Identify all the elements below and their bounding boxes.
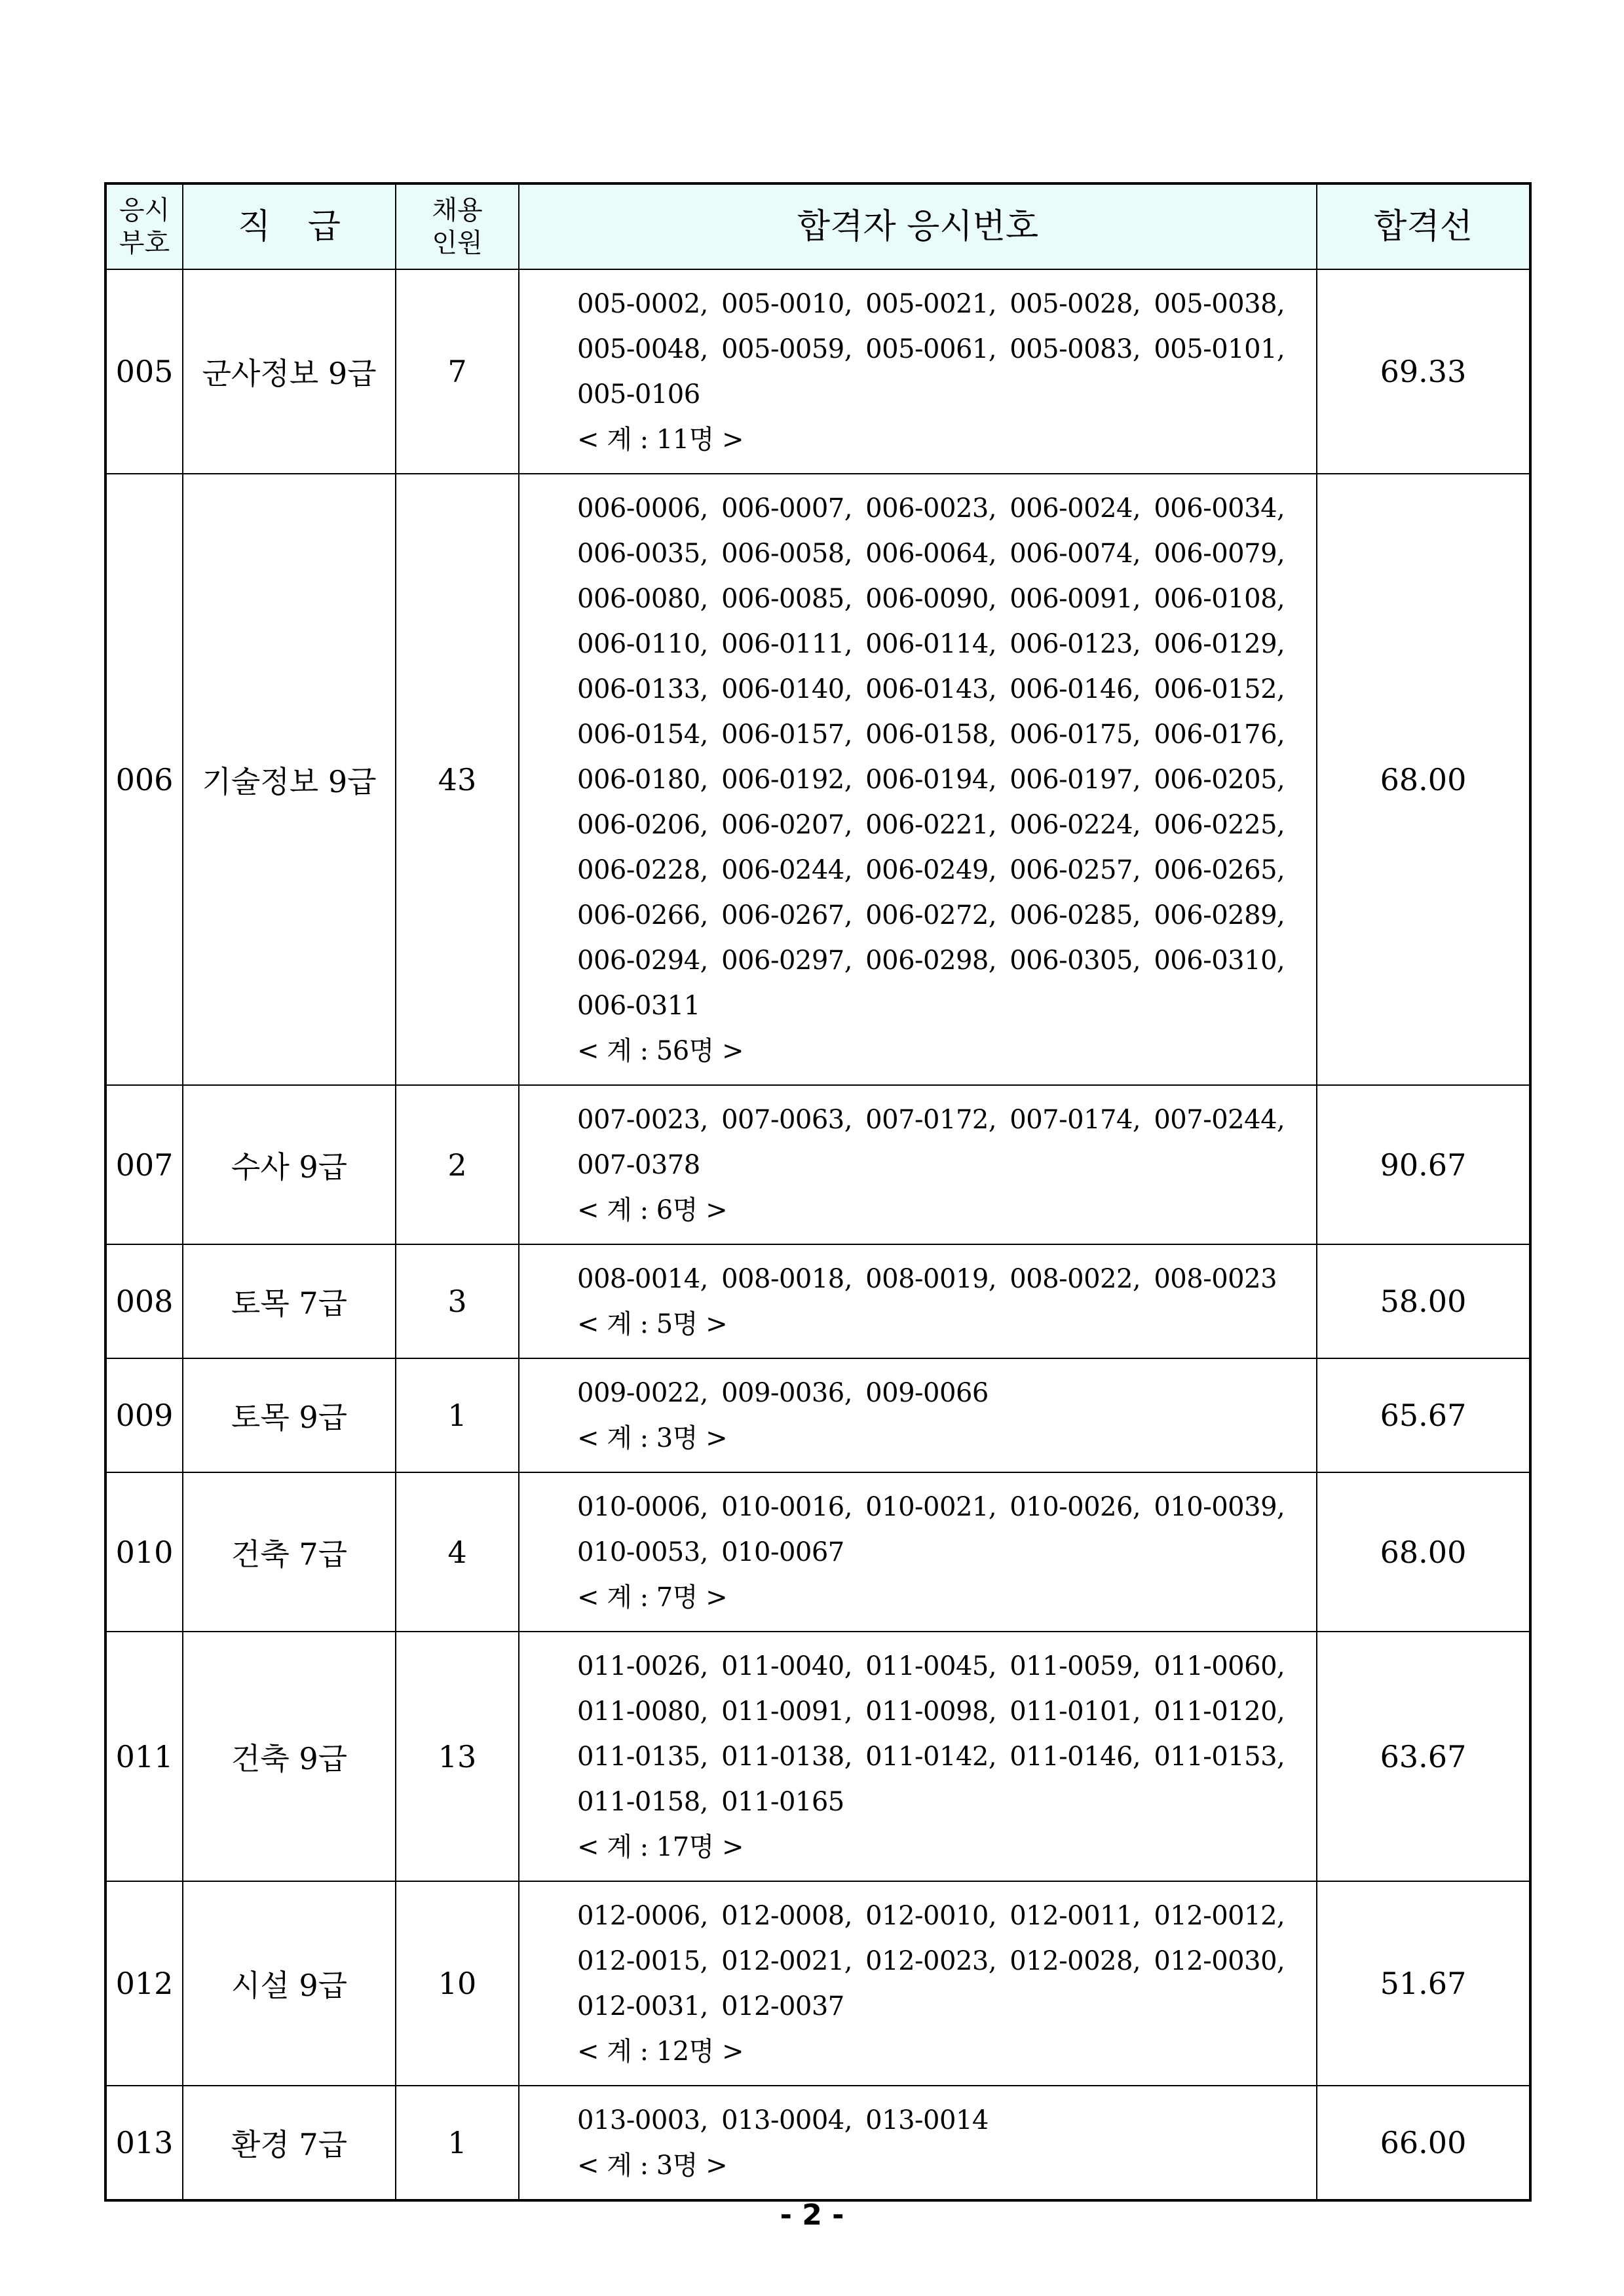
passer-total: < 계 : 56명 > xyxy=(577,1036,744,1066)
exam-code: 007 xyxy=(105,1085,183,1244)
table-row xyxy=(105,1358,1530,1472)
passer-ids: 013-0003, 013-0004, 013-0014 xyxy=(577,2105,989,2135)
cutoff-score: 66.00 xyxy=(1317,2086,1530,2200)
passer-ids-cell xyxy=(519,2086,1317,2200)
exam-code: 005 xyxy=(105,269,183,474)
grade: 시설 9급 xyxy=(183,1881,396,2086)
grade: 환경 7급 xyxy=(183,2086,396,2200)
quota: 1 xyxy=(396,1358,519,1472)
passer-ids-cell xyxy=(519,1244,1317,1358)
table-row xyxy=(105,2086,1530,2200)
quota: 10 xyxy=(396,1881,519,2086)
passer-ids-cell xyxy=(519,1632,1317,1881)
page-number: - 2 - xyxy=(780,2198,844,2232)
table-row xyxy=(105,1085,1530,1244)
header-grade: 직 급 xyxy=(183,183,396,269)
exam-code: 006 xyxy=(105,474,183,1085)
cutoff-score: 68.00 xyxy=(1317,474,1530,1085)
passer-total: < 계 : 6명 > xyxy=(577,1195,728,1225)
header-exam-no: 응시 부호 xyxy=(105,183,183,269)
quota: 7 xyxy=(396,269,519,474)
passer-ids: 006-0006, 006-0007, 006-0023, 006-0024, 006-0034, 006-0035, 006-0058, 006-0064, 006-0074, 006-0079, 006-0080, 006-0085, 006-0090, 006-0091, 006-0108, 006-0110, 006-0111, 006-0114, 006-0123, 006-0129, 006-0133, 006-0140, 006-0143, 006-0146, 006-0152, 006-0154, 006-0157, 006-0158, 006-0175, 006-0176, 006-0180, 006-0192, 006-0194, 006-0197, 006-0205, 006-0206, 006-0207, 006-0221, 006-0224, 006-0225, 006-0228, 006-0244, 006-0249, 006-0257, 006-0265, 006-0266, 006-0267, 006-0272, 006-0285, 006-0289, 006-0294, 006-0297, 006-0298, 006-0305, 006-0310, 006-0311 xyxy=(577,493,1285,1021)
passer-ids: 005-0002, 005-0010, 005-0021, 005-0028, 005-0038, 005-0048, 005-0059, 005-0061, 005-0083, 005-0101, 005-0106 xyxy=(577,289,1285,410)
passer-total: < 계 : 17명 > xyxy=(577,1832,744,1862)
passer-total: < 계 : 12명 > xyxy=(577,2037,744,2067)
cutoff-score: 90.67 xyxy=(1317,1085,1530,1244)
exam-code: 012 xyxy=(105,1881,183,2086)
passer-ids-cell xyxy=(519,1358,1317,1472)
passer-ids-cell xyxy=(519,1472,1317,1632)
grade: 토목 7급 xyxy=(183,1244,396,1358)
passer-ids: 008-0014, 008-0018, 008-0019, 008-0022, 008-0023 xyxy=(577,1264,1277,1294)
passer-total: < 계 : 3명 > xyxy=(577,2151,728,2181)
exam-code: 011 xyxy=(105,1632,183,1881)
passer-total: < 계 : 11명 > xyxy=(577,425,744,455)
passer-ids-cell xyxy=(519,1881,1317,2086)
passer-ids-cell xyxy=(519,474,1317,1085)
grade: 건축 9급 xyxy=(183,1632,396,1881)
exam-code: 008 xyxy=(105,1244,183,1358)
cutoff-score: 69.33 xyxy=(1317,269,1530,474)
grade: 토목 9급 xyxy=(183,1358,396,1472)
cutoff-score: 65.67 xyxy=(1317,1358,1530,1472)
table-row xyxy=(105,474,1530,1085)
exam-code: 009 xyxy=(105,1358,183,1472)
cutoff-score: 63.67 xyxy=(1317,1632,1530,1881)
table-row xyxy=(105,1881,1530,2086)
passer-total: < 계 : 3명 > xyxy=(577,1423,728,1453)
exam-code: 010 xyxy=(105,1472,183,1632)
passer-ids: 011-0026, 011-0040, 011-0045, 011-0059, 011-0060, 011-0080, 011-0091, 011-0098, 011-0101, 011-0120, 011-0135, 011-0138, 011-0142, 011-0146, 011-0153, 011-0158, 011-0165 xyxy=(577,1651,1285,1817)
passer-ids-cell xyxy=(519,1085,1317,1244)
quota: 4 xyxy=(396,1472,519,1632)
quota: 1 xyxy=(396,2086,519,2200)
passer-ids: 009-0022, 009-0036, 009-0066 xyxy=(577,1378,989,1408)
header-passers: 합격자 응시번호 xyxy=(519,183,1317,269)
table-row xyxy=(105,1632,1530,1881)
quota: 13 xyxy=(396,1632,519,1881)
table-row xyxy=(105,1472,1530,1632)
grade: 건축 7급 xyxy=(183,1472,396,1632)
passer-ids: 010-0006, 010-0016, 010-0021, 010-0026, 010-0039, 010-0053, 010-0067 xyxy=(577,1492,1285,1567)
results-table xyxy=(104,182,1532,2202)
passer-total: < 계 : 7명 > xyxy=(577,1582,728,1613)
cutoff-score: 68.00 xyxy=(1317,1472,1530,1632)
header-quota: 채용 인원 xyxy=(396,183,519,269)
passer-ids: 007-0023, 007-0063, 007-0172, 007-0174, 007-0244, 007-0378 xyxy=(577,1105,1285,1180)
header-cutoff: 합격선 xyxy=(1317,183,1530,269)
grade: 기술정보 9급 xyxy=(183,474,396,1085)
cutoff-score: 58.00 xyxy=(1317,1244,1530,1358)
grade: 군사정보 9급 xyxy=(183,269,396,474)
table-row xyxy=(105,269,1530,474)
exam-code: 013 xyxy=(105,2086,183,2200)
passer-ids-cell xyxy=(519,269,1317,474)
quota: 43 xyxy=(396,474,519,1085)
passer-total: < 계 : 5명 > xyxy=(577,1309,728,1339)
cutoff-score: 51.67 xyxy=(1317,1881,1530,2086)
grade: 수사 9급 xyxy=(183,1085,396,1244)
passer-ids: 012-0006, 012-0008, 012-0010, 012-0011, 012-0012, 012-0015, 012-0021, 012-0023, 012-0028, 012-0030, 012-0031, 012-0037 xyxy=(577,1901,1285,2021)
quota: 2 xyxy=(396,1085,519,1244)
table-row xyxy=(105,1244,1530,1358)
header-row xyxy=(105,183,1530,269)
quota: 3 xyxy=(396,1244,519,1358)
